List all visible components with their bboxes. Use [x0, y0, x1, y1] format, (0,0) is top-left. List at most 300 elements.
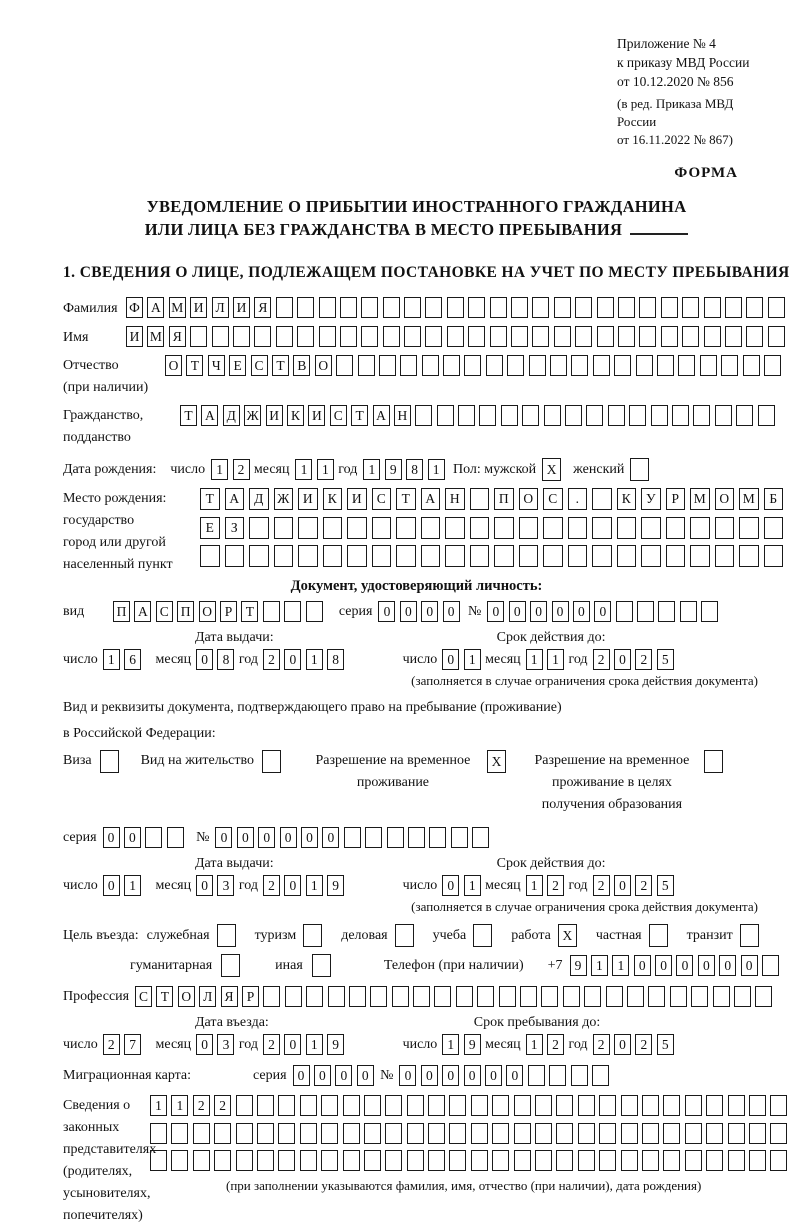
char-cell[interactable]: [706, 1095, 723, 1116]
char-cell[interactable]: [445, 545, 465, 567]
char-cell[interactable]: [690, 517, 710, 539]
char-cell[interactable]: [349, 986, 366, 1007]
citizenship-cells[interactable]: [180, 405, 779, 426]
char-cell[interactable]: [347, 517, 367, 539]
char-cell[interactable]: [434, 986, 451, 1007]
char-cell[interactable]: К: [287, 405, 304, 426]
char-cell[interactable]: [685, 1123, 702, 1144]
char-cell[interactable]: [642, 1095, 659, 1116]
id-expiry-day-cells[interactable]: [442, 649, 485, 670]
char-cell[interactable]: [336, 355, 353, 376]
char-cell[interactable]: 1: [306, 649, 323, 670]
char-cell[interactable]: С: [543, 488, 563, 510]
char-cell[interactable]: 0: [443, 601, 460, 622]
char-cell[interactable]: Л: [212, 297, 229, 318]
purpose-private-checkbox[interactable]: [649, 924, 668, 947]
char-cell[interactable]: 0: [741, 955, 758, 976]
char-cell[interactable]: С: [135, 986, 152, 1007]
char-cell[interactable]: [383, 297, 400, 318]
char-cell[interactable]: [421, 545, 441, 567]
char-cell[interactable]: Т: [396, 488, 416, 510]
char-cell[interactable]: [739, 517, 759, 539]
char-cell[interactable]: [636, 355, 653, 376]
char-cell[interactable]: 2: [593, 649, 610, 670]
char-cell[interactable]: [682, 297, 699, 318]
char-cell[interactable]: [514, 1095, 531, 1116]
char-cell[interactable]: [592, 1065, 609, 1086]
char-cell[interactable]: [578, 1095, 595, 1116]
sex-male-checkbox[interactable]: X: [542, 458, 561, 481]
permit-expiry-month-cells[interactable]: [526, 875, 569, 896]
char-cell[interactable]: [758, 405, 775, 426]
char-cell[interactable]: 0: [530, 601, 547, 622]
char-cell[interactable]: 2: [233, 459, 250, 480]
char-cell[interactable]: [364, 1123, 381, 1144]
entry-month-cells[interactable]: [196, 1034, 239, 1055]
char-cell[interactable]: [520, 986, 537, 1007]
char-cell[interactable]: 0: [487, 601, 504, 622]
char-cell[interactable]: 0: [196, 1034, 213, 1055]
char-cell[interactable]: Д: [249, 488, 269, 510]
char-cell[interactable]: [642, 1150, 659, 1171]
char-cell[interactable]: [236, 1123, 253, 1144]
char-cell[interactable]: [358, 355, 375, 376]
char-cell[interactable]: Т: [200, 488, 220, 510]
entry-year-cells[interactable]: [263, 1034, 349, 1055]
id-issue-day-cells[interactable]: [103, 649, 146, 670]
char-cell[interactable]: М: [147, 326, 164, 347]
char-cell[interactable]: 0: [284, 1034, 301, 1055]
char-cell[interactable]: [471, 1095, 488, 1116]
phone-cells[interactable]: [570, 955, 784, 976]
char-cell[interactable]: 0: [634, 955, 651, 976]
purpose-humanitarian-checkbox[interactable]: [221, 954, 240, 977]
char-cell[interactable]: [233, 326, 250, 347]
char-cell[interactable]: [340, 326, 357, 347]
char-cell[interactable]: [606, 986, 623, 1007]
representatives-cells-row2[interactable]: [150, 1123, 792, 1144]
char-cell[interactable]: [407, 1150, 424, 1171]
char-cell[interactable]: [319, 297, 336, 318]
char-cell[interactable]: [706, 1123, 723, 1144]
char-cell[interactable]: [578, 1150, 595, 1171]
purpose-tourism-checkbox[interactable]: [303, 924, 322, 947]
char-cell[interactable]: 0: [357, 1065, 374, 1086]
char-cell[interactable]: 0: [314, 1065, 331, 1086]
char-cell[interactable]: [704, 297, 721, 318]
char-cell[interactable]: 1: [363, 459, 380, 480]
char-cell[interactable]: 0: [322, 827, 339, 848]
char-cell[interactable]: [701, 601, 718, 622]
char-cell[interactable]: [171, 1123, 188, 1144]
char-cell[interactable]: [300, 1123, 317, 1144]
char-cell[interactable]: Т: [186, 355, 203, 376]
char-cell[interactable]: [770, 1095, 787, 1116]
char-cell[interactable]: 1: [295, 459, 312, 480]
char-cell[interactable]: И: [347, 488, 367, 510]
char-cell[interactable]: 0: [552, 601, 569, 622]
char-cell[interactable]: [764, 355, 781, 376]
char-cell[interactable]: [404, 297, 421, 318]
char-cell[interactable]: [501, 405, 518, 426]
char-cell[interactable]: [770, 1150, 787, 1171]
char-cell[interactable]: [464, 355, 481, 376]
char-cell[interactable]: 1: [442, 1034, 459, 1055]
char-cell[interactable]: 0: [509, 601, 526, 622]
char-cell[interactable]: 0: [284, 649, 301, 670]
char-cell[interactable]: Д: [223, 405, 240, 426]
char-cell[interactable]: [529, 355, 546, 376]
char-cell[interactable]: [306, 986, 323, 1007]
char-cell[interactable]: 3: [217, 875, 234, 896]
char-cell[interactable]: 8: [217, 649, 234, 670]
char-cell[interactable]: [468, 326, 485, 347]
char-cell[interactable]: [700, 355, 717, 376]
char-cell[interactable]: 1: [547, 649, 564, 670]
char-cell[interactable]: [749, 1095, 766, 1116]
char-cell[interactable]: Т: [156, 986, 173, 1007]
id-issue-year-cells[interactable]: [263, 649, 349, 670]
char-cell[interactable]: [627, 986, 644, 1007]
stay-month-cells[interactable]: [526, 1034, 569, 1055]
char-cell[interactable]: [568, 517, 588, 539]
char-cell[interactable]: [725, 297, 742, 318]
char-cell[interactable]: [490, 326, 507, 347]
birth-place-cells-row3[interactable]: [200, 545, 788, 567]
char-cell[interactable]: [728, 1095, 745, 1116]
char-cell[interactable]: 5: [657, 649, 674, 670]
char-cell[interactable]: Ч: [208, 355, 225, 376]
char-cell[interactable]: [685, 1095, 702, 1116]
char-cell[interactable]: 2: [214, 1095, 231, 1116]
char-cell[interactable]: [522, 405, 539, 426]
char-cell[interactable]: [254, 326, 271, 347]
char-cell[interactable]: [678, 355, 695, 376]
char-cell[interactable]: [499, 986, 516, 1007]
char-cell[interactable]: [768, 326, 785, 347]
char-cell[interactable]: [328, 986, 345, 1007]
char-cell[interactable]: 0: [614, 875, 631, 896]
char-cell[interactable]: [670, 986, 687, 1007]
char-cell[interactable]: [257, 1123, 274, 1144]
char-cell[interactable]: [565, 405, 582, 426]
char-cell[interactable]: [379, 355, 396, 376]
char-cell[interactable]: [449, 1123, 466, 1144]
purpose-study-checkbox[interactable]: [473, 924, 492, 947]
char-cell[interactable]: С: [372, 488, 392, 510]
char-cell[interactable]: [648, 986, 665, 1007]
char-cell[interactable]: 1: [526, 875, 543, 896]
birth-place-cells-row2[interactable]: [200, 517, 788, 539]
char-cell[interactable]: [494, 545, 514, 567]
char-cell[interactable]: [449, 1150, 466, 1171]
permit-expiry-day-cells[interactable]: [442, 875, 485, 896]
char-cell[interactable]: Л: [199, 986, 216, 1007]
char-cell[interactable]: 9: [385, 459, 402, 480]
char-cell[interactable]: [193, 1123, 210, 1144]
char-cell[interactable]: 2: [547, 1034, 564, 1055]
char-cell[interactable]: [278, 1150, 295, 1171]
char-cell[interactable]: [544, 405, 561, 426]
char-cell[interactable]: [458, 405, 475, 426]
char-cell[interactable]: [556, 1123, 573, 1144]
char-cell[interactable]: [651, 405, 668, 426]
char-cell[interactable]: 9: [327, 1034, 344, 1055]
char-cell[interactable]: О: [178, 986, 195, 1007]
char-cell[interactable]: О: [519, 488, 539, 510]
char-cell[interactable]: [641, 545, 661, 567]
char-cell[interactable]: [593, 355, 610, 376]
char-cell[interactable]: [575, 297, 592, 318]
char-cell[interactable]: 1: [526, 1034, 543, 1055]
char-cell[interactable]: [477, 986, 494, 1007]
birth-day-cells[interactable]: [211, 459, 254, 480]
char-cell[interactable]: 1: [124, 875, 141, 896]
char-cell[interactable]: 9: [327, 875, 344, 896]
char-cell[interactable]: 0: [293, 1065, 310, 1086]
temp-residence-checkbox[interactable]: X: [487, 750, 506, 773]
char-cell[interactable]: М: [739, 488, 759, 510]
char-cell[interactable]: [599, 1123, 616, 1144]
char-cell[interactable]: [575, 326, 592, 347]
char-cell[interactable]: И: [233, 297, 250, 318]
char-cell[interactable]: [150, 1123, 167, 1144]
char-cell[interactable]: 2: [193, 1095, 210, 1116]
char-cell[interactable]: [618, 297, 635, 318]
visa-checkbox[interactable]: [100, 750, 119, 773]
char-cell[interactable]: [571, 1065, 588, 1086]
char-cell[interactable]: 0: [399, 1065, 416, 1086]
char-cell[interactable]: [471, 1150, 488, 1171]
char-cell[interactable]: [249, 545, 269, 567]
char-cell[interactable]: [400, 355, 417, 376]
char-cell[interactable]: [428, 1123, 445, 1144]
char-cell[interactable]: [657, 355, 674, 376]
char-cell[interactable]: [543, 517, 563, 539]
char-cell[interactable]: [236, 1095, 253, 1116]
char-cell[interactable]: Р: [666, 488, 686, 510]
char-cell[interactable]: 0: [301, 827, 318, 848]
char-cell[interactable]: [519, 517, 539, 539]
char-cell[interactable]: А: [201, 405, 218, 426]
char-cell[interactable]: [365, 827, 382, 848]
char-cell[interactable]: [563, 986, 580, 1007]
char-cell[interactable]: [343, 1123, 360, 1144]
char-cell[interactable]: [408, 827, 425, 848]
char-cell[interactable]: З: [225, 517, 245, 539]
char-cell[interactable]: [443, 355, 460, 376]
char-cell[interactable]: [715, 517, 735, 539]
char-cell[interactable]: 1: [612, 955, 629, 976]
char-cell[interactable]: 0: [284, 875, 301, 896]
char-cell[interactable]: К: [617, 488, 637, 510]
char-cell[interactable]: [661, 297, 678, 318]
char-cell[interactable]: [298, 545, 318, 567]
char-cell[interactable]: [663, 1123, 680, 1144]
char-cell[interactable]: 2: [103, 1034, 120, 1055]
stay-day-cells[interactable]: [442, 1034, 485, 1055]
permit-issue-year-cells[interactable]: [263, 875, 349, 896]
char-cell[interactable]: [621, 1095, 638, 1116]
char-cell[interactable]: [340, 297, 357, 318]
char-cell[interactable]: [584, 986, 601, 1007]
char-cell[interactable]: [704, 326, 721, 347]
char-cell[interactable]: 2: [593, 1034, 610, 1055]
char-cell[interactable]: [618, 326, 635, 347]
migration-card-seriya-cells[interactable]: [293, 1065, 379, 1086]
char-cell[interactable]: [372, 545, 392, 567]
char-cell[interactable]: [663, 1095, 680, 1116]
char-cell[interactable]: [571, 355, 588, 376]
char-cell[interactable]: [323, 545, 343, 567]
sex-female-checkbox[interactable]: [630, 458, 649, 481]
char-cell[interactable]: [428, 1150, 445, 1171]
char-cell[interactable]: 0: [442, 1065, 459, 1086]
char-cell[interactable]: 0: [442, 649, 459, 670]
char-cell[interactable]: [764, 545, 784, 567]
char-cell[interactable]: [407, 1123, 424, 1144]
char-cell[interactable]: [456, 986, 473, 1007]
char-cell[interactable]: [492, 1095, 509, 1116]
char-cell[interactable]: [257, 1150, 274, 1171]
char-cell[interactable]: 1: [526, 649, 543, 670]
id-doc-type-cells[interactable]: [113, 601, 327, 622]
char-cell[interactable]: [347, 545, 367, 567]
char-cell[interactable]: 1: [306, 875, 323, 896]
char-cell[interactable]: 0: [464, 1065, 481, 1086]
purpose-other-checkbox[interactable]: [312, 954, 331, 977]
char-cell[interactable]: 1: [464, 649, 481, 670]
char-cell[interactable]: [490, 297, 507, 318]
id-doc-seriya-cells[interactable]: [378, 601, 464, 622]
char-cell[interactable]: [249, 517, 269, 539]
char-cell[interactable]: [599, 1095, 616, 1116]
temp-residence-education-checkbox[interactable]: [704, 750, 723, 773]
char-cell[interactable]: [171, 1150, 188, 1171]
char-cell[interactable]: [672, 405, 689, 426]
char-cell[interactable]: [592, 488, 612, 510]
char-cell[interactable]: [535, 1123, 552, 1144]
char-cell[interactable]: 2: [635, 1034, 652, 1055]
char-cell[interactable]: [236, 1150, 253, 1171]
char-cell[interactable]: [639, 326, 656, 347]
char-cell[interactable]: А: [225, 488, 245, 510]
birth-month-cells[interactable]: [295, 459, 338, 480]
id-expiry-year-cells[interactable]: [593, 649, 679, 670]
char-cell[interactable]: [471, 1123, 488, 1144]
char-cell[interactable]: 0: [280, 827, 297, 848]
char-cell[interactable]: 0: [215, 827, 232, 848]
char-cell[interactable]: 9: [570, 955, 587, 976]
char-cell[interactable]: [762, 955, 779, 976]
char-cell[interactable]: Ф: [126, 297, 143, 318]
char-cell[interactable]: М: [169, 297, 186, 318]
firstname-cells[interactable]: [126, 326, 789, 347]
char-cell[interactable]: [276, 297, 293, 318]
char-cell[interactable]: [599, 1150, 616, 1171]
char-cell[interactable]: [263, 986, 280, 1007]
char-cell[interactable]: [298, 517, 318, 539]
char-cell[interactable]: [392, 986, 409, 1007]
char-cell[interactable]: [713, 986, 730, 1007]
char-cell[interactable]: [257, 1095, 274, 1116]
char-cell[interactable]: [637, 601, 654, 622]
char-cell[interactable]: И: [266, 405, 283, 426]
char-cell[interactable]: 2: [263, 1034, 280, 1055]
char-cell[interactable]: [323, 517, 343, 539]
char-cell[interactable]: Е: [200, 517, 220, 539]
char-cell[interactable]: 0: [719, 955, 736, 976]
char-cell[interactable]: [764, 517, 784, 539]
char-cell[interactable]: [321, 1123, 338, 1144]
char-cell[interactable]: [715, 545, 735, 567]
char-cell[interactable]: [404, 326, 421, 347]
char-cell[interactable]: [617, 517, 637, 539]
residence-permit-checkbox[interactable]: [262, 750, 281, 773]
char-cell[interactable]: [385, 1095, 402, 1116]
char-cell[interactable]: Я: [254, 297, 271, 318]
char-cell[interactable]: 0: [196, 875, 213, 896]
char-cell[interactable]: [666, 545, 686, 567]
char-cell[interactable]: 0: [676, 955, 693, 976]
char-cell[interactable]: 1: [171, 1095, 188, 1116]
char-cell[interactable]: 0: [421, 1065, 438, 1086]
char-cell[interactable]: 9: [464, 1034, 481, 1055]
char-cell[interactable]: Т: [272, 355, 289, 376]
char-cell[interactable]: [447, 297, 464, 318]
char-cell[interactable]: [370, 986, 387, 1007]
surname-cells[interactable]: [126, 297, 789, 318]
char-cell[interactable]: [468, 297, 485, 318]
char-cell[interactable]: 5: [657, 875, 674, 896]
char-cell[interactable]: 1: [317, 459, 334, 480]
char-cell[interactable]: [263, 601, 280, 622]
char-cell[interactable]: [306, 601, 323, 622]
permit-issue-day-cells[interactable]: [103, 875, 146, 896]
char-cell[interactable]: 0: [698, 955, 715, 976]
char-cell[interactable]: 2: [593, 875, 610, 896]
char-cell[interactable]: [507, 355, 524, 376]
char-cell[interactable]: Ж: [274, 488, 294, 510]
char-cell[interactable]: [297, 326, 314, 347]
char-cell[interactable]: 1: [591, 955, 608, 976]
char-cell[interactable]: [746, 326, 763, 347]
char-cell[interactable]: 1: [211, 459, 228, 480]
char-cell[interactable]: П: [494, 488, 514, 510]
char-cell[interactable]: 0: [485, 1065, 502, 1086]
char-cell[interactable]: [445, 517, 465, 539]
char-cell[interactable]: 0: [421, 601, 438, 622]
char-cell[interactable]: 3: [217, 1034, 234, 1055]
char-cell[interactable]: 0: [103, 875, 120, 896]
char-cell[interactable]: У: [641, 488, 661, 510]
char-cell[interactable]: [770, 1123, 787, 1144]
char-cell[interactable]: [597, 326, 614, 347]
char-cell[interactable]: [284, 601, 301, 622]
char-cell[interactable]: [361, 297, 378, 318]
char-cell[interactable]: [383, 326, 400, 347]
char-cell[interactable]: [396, 545, 416, 567]
purpose-official-checkbox[interactable]: [217, 924, 236, 947]
char-cell[interactable]: [666, 517, 686, 539]
char-cell[interactable]: 0: [655, 955, 672, 976]
permit-seriya-cells[interactable]: [103, 827, 189, 848]
char-cell[interactable]: [385, 1150, 402, 1171]
char-cell[interactable]: [278, 1095, 295, 1116]
char-cell[interactable]: [768, 297, 785, 318]
char-cell[interactable]: [492, 1150, 509, 1171]
char-cell[interactable]: [597, 297, 614, 318]
